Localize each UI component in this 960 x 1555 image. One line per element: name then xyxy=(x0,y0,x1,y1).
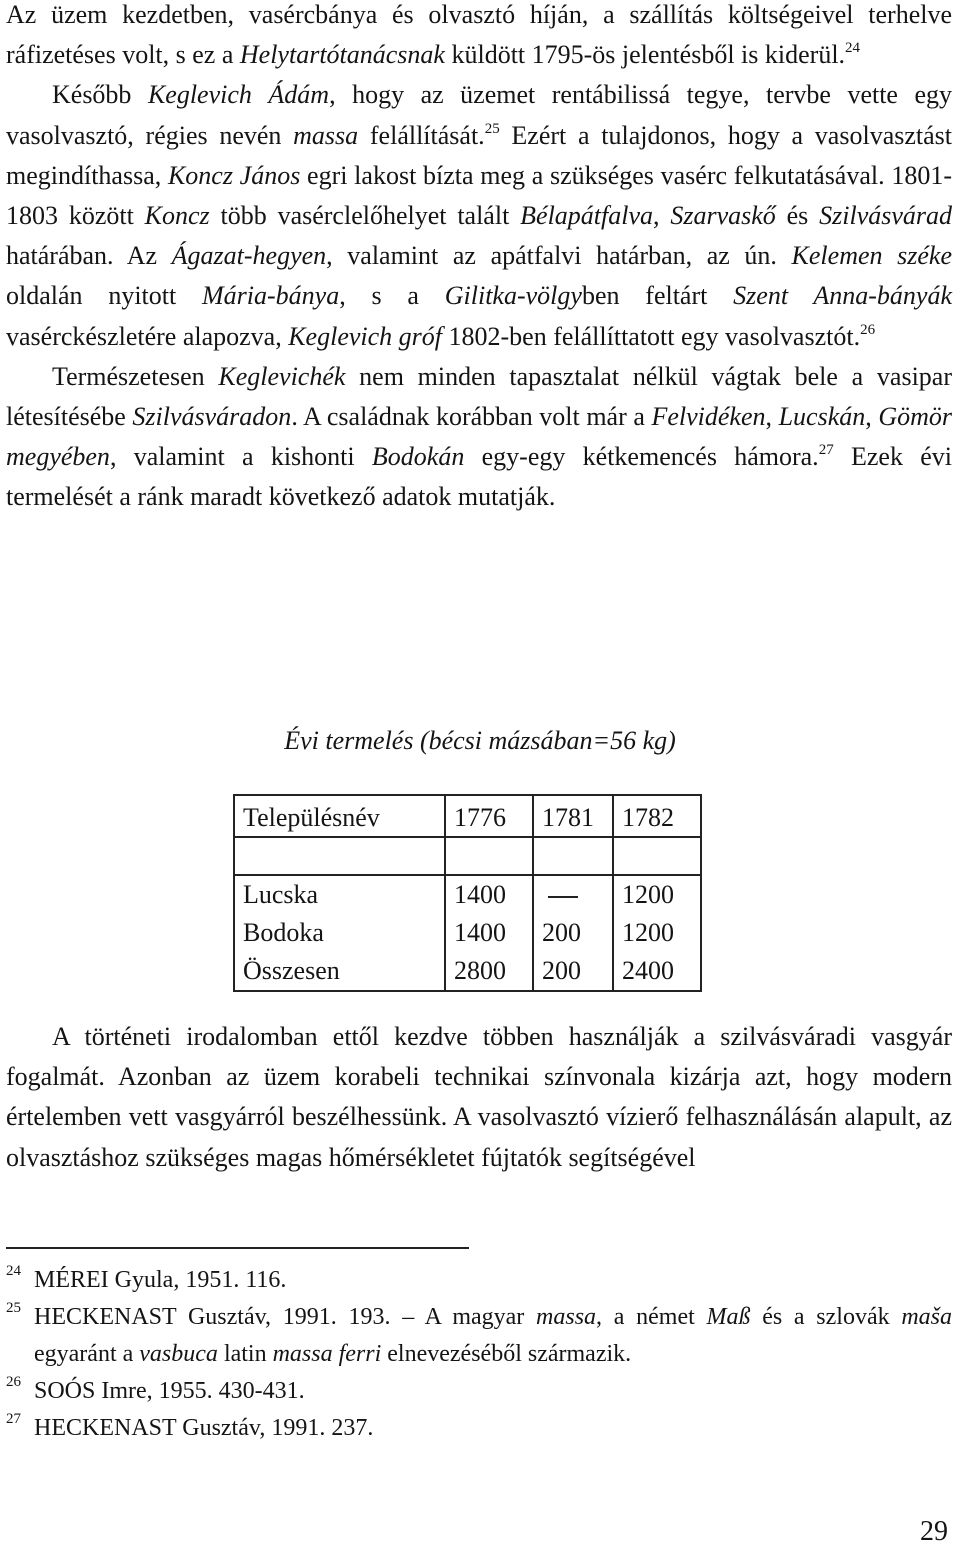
footnote-ref-24[interactable]: 24 xyxy=(845,40,861,57)
text-run: Az üzem kezdetben, vasércbánya és olvasztó híján, a szállítás költségeivel terhelve ráfizetéses volt, s ez a xyxy=(6,0,952,70)
footnote-text: SOÓS Imre, 1955. 430-431. xyxy=(34,1378,305,1404)
text-run: vasérckészletére alapozva, xyxy=(6,321,289,351)
italic-run: Szent Anna-bányák xyxy=(733,281,952,311)
text-run: Később xyxy=(52,80,148,110)
italic-run: Keglevich Ádám xyxy=(147,80,330,110)
italic-run: Koncz xyxy=(144,201,210,231)
footnote-26 xyxy=(6,1373,952,1410)
text-run: nem minden tapasztalat nélkül vágtak bele a vasipar létesítésébe xyxy=(6,361,952,432)
footnote-text: latin xyxy=(217,1341,273,1367)
header-cell: 1781 xyxy=(533,795,613,837)
table-cell: 1200 xyxy=(613,914,701,952)
table-cell: 200 xyxy=(533,952,613,991)
italic-run: Maß xyxy=(706,1304,751,1330)
footnote-24 xyxy=(6,1262,952,1299)
footnote-text: és a szlovák xyxy=(750,1304,902,1330)
text-run: Természetesen xyxy=(52,361,219,391)
text-run: Ezért a tulajdonos, hogy a vasolvasztást megindíthassa, xyxy=(6,120,952,190)
italic-run: Kelemen széke xyxy=(791,241,952,271)
table-cell: 2800 xyxy=(445,952,533,991)
table-row xyxy=(234,952,701,991)
text-run: , hogy az üzemet rentábilissá tegye, tervbe vette egy vasolvasztó, régies nevén xyxy=(6,80,953,150)
italic-run: Ágazat-hegyen xyxy=(171,241,327,271)
italic-run: Gilitka-völgy xyxy=(444,281,582,311)
italic-run: Keglevichék xyxy=(218,361,346,391)
dash-cell xyxy=(533,875,613,914)
table-row xyxy=(234,914,701,952)
text-run: több vasérclelőhelyet talált xyxy=(209,201,521,231)
italic-run: Szilvásváradon xyxy=(132,402,292,432)
italic-run: Lucskán xyxy=(778,402,866,432)
body-paragraph-1 xyxy=(6,0,952,518)
table-spacer-row xyxy=(234,837,701,875)
table-cell: 1200 xyxy=(613,875,701,914)
body-paragraph-2 xyxy=(6,1017,952,1178)
table-cell: Összesen xyxy=(234,952,445,991)
italic-run: Szarvaskő xyxy=(670,201,776,231)
header-cell: 1776 xyxy=(445,795,533,837)
text-run: ben feltárt xyxy=(581,281,734,311)
italic-run: Helytartótanácsnak xyxy=(239,40,445,70)
text-run: , xyxy=(865,402,879,432)
italic-run: maša xyxy=(901,1304,952,1330)
text-run: felállítását. xyxy=(358,120,485,150)
table-cell: 2400 xyxy=(613,952,701,991)
table-cell: 200 xyxy=(533,914,613,952)
footnote-number: 24 xyxy=(6,1263,21,1279)
footnote-ref-27[interactable]: 27 xyxy=(818,442,834,459)
italic-run: Szilvásvárad xyxy=(819,201,953,231)
footnote-text: , a német xyxy=(596,1304,707,1330)
footnote-27 xyxy=(6,1410,952,1447)
production-table xyxy=(233,794,702,992)
table-title: Évi termelés (bécsi mázsában=56 kg) xyxy=(284,726,676,755)
footnotes xyxy=(6,1262,952,1447)
italic-run: Keglevich gróf xyxy=(288,321,443,351)
italic-run: Koncz János xyxy=(167,160,301,190)
table-cell: Lucska xyxy=(234,875,445,914)
text-run: 1802-ben felállíttatott egy vasolvasztót. xyxy=(442,321,861,351)
text-run: Ezek évi termelését a ránk maradt következő adatok mutatják. xyxy=(6,442,952,512)
italic-run: Bodokán xyxy=(371,442,465,472)
text-run: egy-egy kétkemencés hámora. xyxy=(464,442,819,472)
italic-run: massa xyxy=(536,1304,597,1330)
text-run: . A családnak korábban volt már a xyxy=(291,402,652,432)
text-run: küldött 1795-ös jelentésből is kiderül. xyxy=(444,40,846,70)
table-header-row xyxy=(234,795,701,837)
dash-mark xyxy=(548,896,578,898)
text-run: határában. Az xyxy=(6,241,172,271)
footnote-number: 25 xyxy=(6,1300,21,1316)
table-cell: 1400 xyxy=(445,875,533,914)
footnote-number: 26 xyxy=(6,1374,21,1390)
text-run: , s a xyxy=(339,281,445,311)
footnote-text: MÉREI Gyula, 1951. 116. xyxy=(34,1267,287,1293)
italic-run: vasbuca xyxy=(139,1341,218,1367)
page-number: 29 xyxy=(920,1516,948,1547)
footnote-text: elnevezéséből származik. xyxy=(381,1341,632,1367)
footnote-number: 27 xyxy=(6,1411,21,1427)
text-run: A történeti irodalomban ettől kezdve többen használják a szilvásváradi vasgyár fogalmát. Azonban az üzem korabeli technikai színvonala kizárja azt, hogy modern értelemben vett vasgyárról beszélhessünk. A vasolvasztó vízierő felhasználásán alapult, az olvasztáshoz szükséges magas hőmérsékletet fújtatók segítségével xyxy=(6,1022,952,1172)
text-run: , valamint az apátfalvi határban, az ún. xyxy=(326,241,792,271)
header-cell: Településnév xyxy=(234,795,445,837)
footnote-ref-26[interactable]: 26 xyxy=(860,321,876,338)
italic-run: Gömör megyében xyxy=(6,402,953,472)
text-run: , xyxy=(765,402,779,432)
italic-run: massa xyxy=(293,120,359,150)
table-cell: Bodoka xyxy=(234,914,445,952)
header-cell: 1782 xyxy=(613,795,701,837)
footnote-text: egyaránt a xyxy=(34,1341,140,1367)
footnote-25 xyxy=(6,1299,952,1373)
italic-run: Bélapátfalva xyxy=(520,201,653,231)
text-run: , xyxy=(653,201,671,231)
text-run: , valamint a kishonti xyxy=(109,442,372,472)
italic-run: Mária-bánya xyxy=(202,281,340,311)
text-run: egri lakost bízta meg a szükséges vasérc felkutatásával. 1801-1803 között xyxy=(6,160,952,231)
table-cell: 1400 xyxy=(445,914,533,952)
italic-run: massa ferri xyxy=(272,1341,382,1367)
footnote-ref-25[interactable]: 25 xyxy=(484,120,500,137)
table-row xyxy=(234,875,701,914)
text-run: és xyxy=(775,201,820,231)
footnote-divider xyxy=(6,1247,469,1249)
text-run: oldalán nyitott xyxy=(6,281,203,311)
footnote-text: HECKENAST Gusztáv, 1991. 237. xyxy=(34,1415,374,1441)
footnote-text: HECKENAST Gusztáv, 1991. 193. – A magyar xyxy=(34,1304,537,1330)
italic-run: Felvidéken xyxy=(651,402,766,432)
